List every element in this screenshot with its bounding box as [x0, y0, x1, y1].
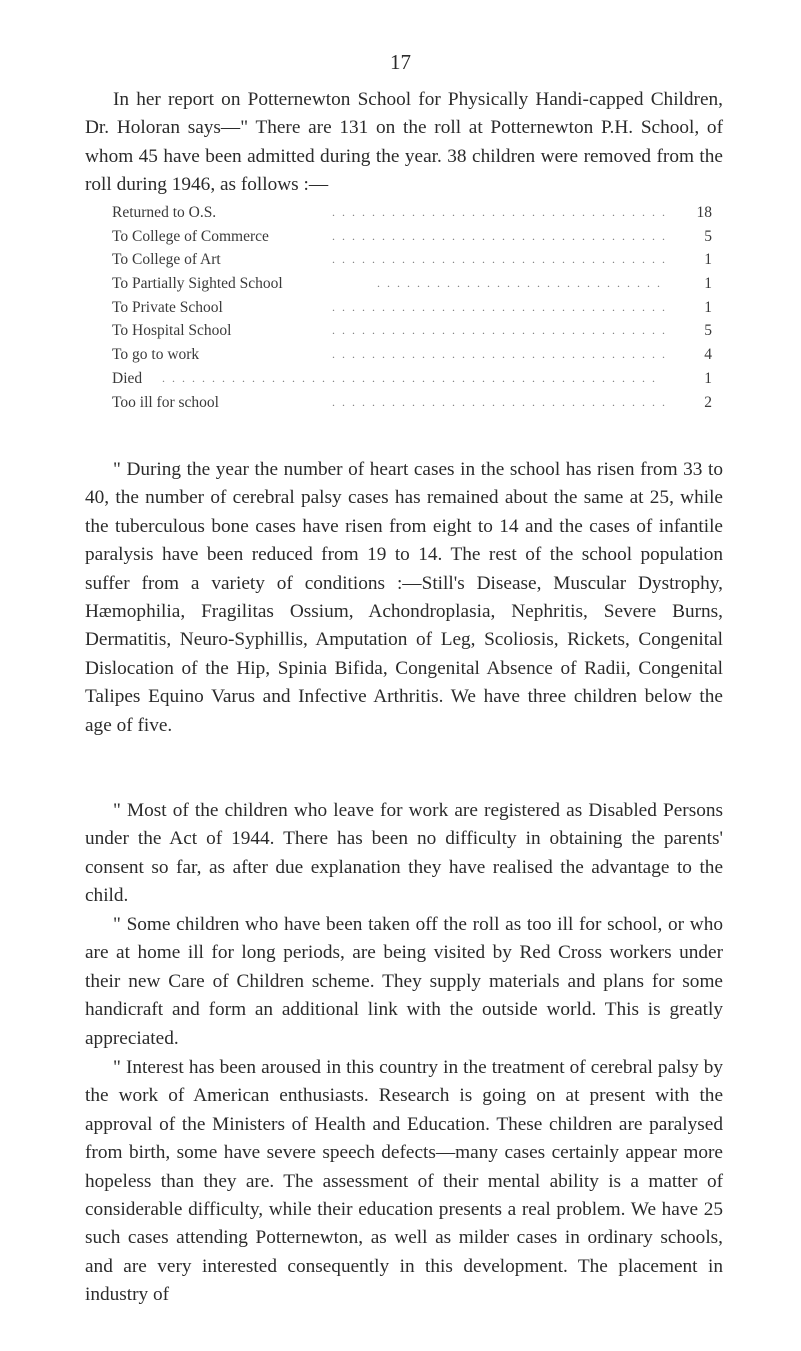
- table-row: [112, 225, 712, 249]
- row-value: 5: [704, 227, 712, 245]
- leader-dots: . . . . . . . . . . . . . . . . . . . . . . . . . . . . . . . . . .: [332, 299, 667, 314]
- table-row: [112, 201, 712, 225]
- table-row: [112, 391, 712, 415]
- work-registration-paragraph: " Most of the children who leave for work are registered as Disabled Persons under the Act of 1944. There has been no difficulty in obtaining the parents' consent so far, as after due explanation they have realised the advantage to the child.: [85, 800, 723, 907]
- row-label: To go to work: [112, 346, 200, 364]
- table-row: [112, 343, 712, 367]
- leader-dots: . . . . . . . . . . . . . . . . . . . . . . . . . . . . . . . . . .: [332, 323, 667, 338]
- row-label: To College of Art: [112, 251, 221, 269]
- row-label: To Hospital School: [112, 322, 232, 340]
- row-label: To Partially Sighted School: [112, 275, 283, 293]
- leader-dots: . . . . . . . . . . . . . . . . . . . . . . . . . . . . . . . . . .: [332, 347, 667, 362]
- table-row: [112, 367, 712, 391]
- intro-paragraph: In her report on Potternewton School for Physically Handi-capped Children, Dr. Holoran says—" There are 131 on the roll at Potternewton P.H. School, of whom 45 have been admitted during the year. 38 children were removed from the roll during 1946, as follows :—: [85, 89, 723, 196]
- red-cross-paragraph: " Some children who have been taken off the roll as too ill for school, or who are at home ill for long periods, are being visited by Red Cross workers under their new Care of Children scheme. They supply materials and plans for some handicraft and form an additional link with the outside world. This is greatly appreciated.: [85, 914, 723, 1049]
- leader-dots: . . . . . . . . . . . . . . . . . . . . . . . . . . . . . . . . . .: [332, 228, 667, 243]
- row-value: 1: [704, 369, 712, 387]
- leader-dots: . . . . . . . . . . . . . . . . . . . . . . . . . . . . . . . . . .: [332, 205, 667, 219]
- cerebral-palsy-paragraph: " Interest has been aroused in this country in the treatment of cerebral palsy by the work of American enthusiasts. Research is going on at present with the approval of the Ministers of Health and Education. These children are paralysed from birth, some have severe speech defects—many cases certainly appear more hopeless than they are. The assessment of their mental ability is a matter of considerable difficulty, while their education presents a real problem. We have 25 such cases attending Potternewton, as well as milder cases in ordinary schools, and are very interested consequently in this development. The placement in industry of: [85, 1057, 723, 1306]
- row-value: 4: [704, 346, 712, 364]
- row-label: Too ill for school: [112, 393, 219, 411]
- page-number: 17: [390, 50, 411, 74]
- row-value: 1: [704, 275, 712, 293]
- leader-dots: . . . . . . . . . . . . . . . . . . . . . . . . . . . . . . . . . . . . . . . . . . . . . . . . . .: [162, 370, 657, 385]
- row-label: Returned to O.S.: [112, 204, 217, 221]
- row-value: 5: [704, 322, 712, 340]
- leader-dots: . . . . . . . . . . . . . . . . . . . . . . . . . . . . . . . . . .: [332, 252, 667, 267]
- row-label: Died: [112, 369, 143, 387]
- table-row: [112, 296, 712, 320]
- removals-table: [112, 201, 712, 414]
- row-value: 1: [704, 251, 712, 269]
- heart-cases-paragraph: " During the year the number of heart cases in the school has risen from 33 to 40, the number of cerebral palsy cases has remained about the same at 25, while the tuberculous bone cases have risen from eight to 14 and the cases of infantile paralysis have been reduced from 19 to 14. The rest of the school population suffer from a variety of conditions :—Still's Disease, Muscular Dystrophy, Hæmophilia, Fragilitas Ossium, Achondroplasia, Nephritis, Severe Burns, Dermatitis, Neuro-Syphillis, Amputation of Leg, Scoliosis, Rickets, Congenital Dislocation of the Hip, Spinia Bifida, Congenital Absence of Radii, Congenital Talipes Equino Varus and Infective Arthritis. We have three children below the age of five.: [85, 459, 723, 736]
- row-value: 2: [704, 393, 712, 411]
- table-row: [112, 319, 712, 343]
- table-row: [112, 272, 712, 296]
- row-value: 18: [696, 204, 712, 221]
- row-value: 1: [704, 298, 712, 316]
- leader-dots: . . . . . . . . . . . . . . . . . . . . . . . . . . . . . . . . . .: [332, 394, 667, 409]
- table-row: [112, 248, 712, 272]
- row-label: To College of Commerce: [112, 227, 269, 245]
- row-label: To Private School: [112, 298, 223, 316]
- leader-dots: . . . . . . . . . . . . . . . . . . . . . . . . . . . . .: [377, 276, 662, 291]
